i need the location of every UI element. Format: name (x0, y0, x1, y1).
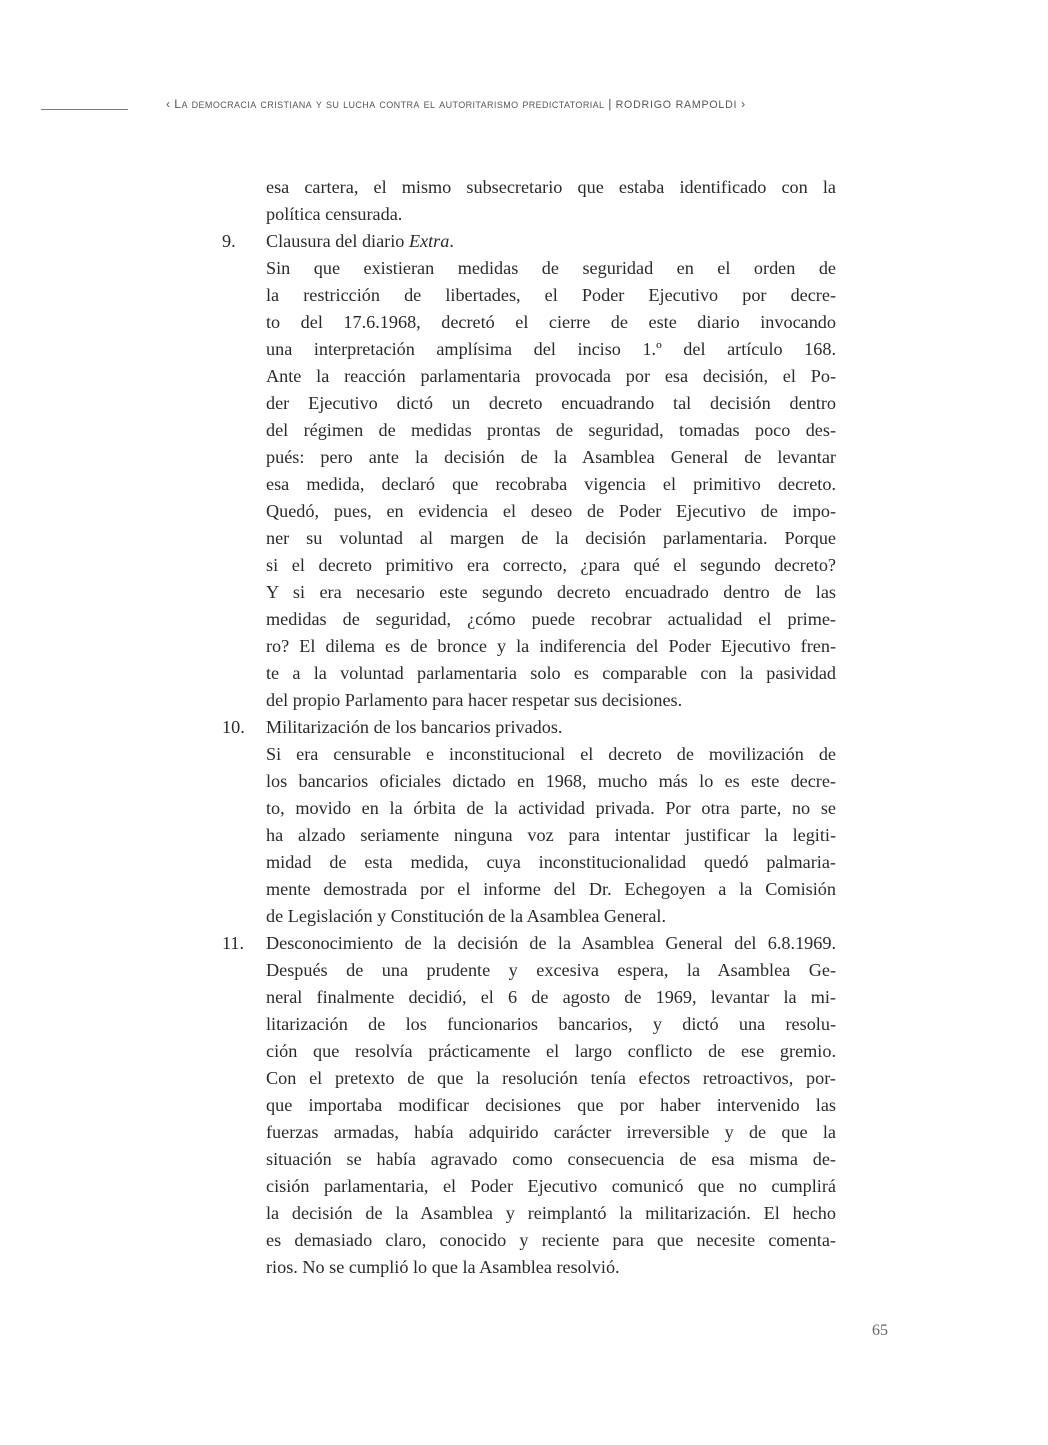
item-number: 9. (222, 231, 236, 251)
item-heading-period: . (449, 231, 454, 251)
list-item-9 (222, 228, 836, 714)
text-line: ha alzado seriamente ninguna voz para intentar justificar la legiti- (266, 825, 836, 845)
text-line: midad de esta medida, cuya inconstitucionalidad quedó palmaria- (266, 852, 836, 872)
text-line: los bancarios oficiales dictado en 1968, mucho más lo es este decre- (266, 771, 836, 791)
item-number: 10. (222, 717, 245, 737)
text-line: fuerzas armadas, había adquirido carácter irreversible y de que la (266, 1122, 836, 1142)
text-line: esa cartera, el mismo subsecretario que estaba identificado con la (266, 177, 836, 197)
text-line: una interpretación amplísima del inciso 1.º del artículo 168. (266, 339, 836, 359)
running-header (166, 97, 846, 111)
text-line: que importaba modificar decisiones que por haber intervenido las (266, 1095, 836, 1115)
body-text (222, 174, 836, 1281)
page-number: 65 (872, 1322, 888, 1339)
text-line: del régimen de medidas prontas de seguridad, tomadas poco des- (266, 420, 836, 440)
header-separator: | (608, 97, 612, 111)
text-line: Quedó, pues, en evidencia el deseo de Poder Ejecutivo de impo- (266, 501, 836, 521)
text-line: si el decreto primitivo era correcto, ¿para qué el segundo decreto? (266, 555, 836, 575)
text-line: to, movido en la órbita de la actividad privada. Por otra parte, no se (266, 798, 836, 818)
text-line: Con el pretexto de que la resolución tenía efectos retroactivos, por- (266, 1068, 836, 1088)
text-line: ción que resolvía prácticamente el largo conflicto de ese gremio. (266, 1041, 836, 1061)
text-line: medidas de seguridad, ¿cómo puede recobrar actualidad el prime- (266, 609, 836, 629)
item-heading: Militarización de los bancarios privados. (266, 717, 563, 737)
list-item-11 (222, 930, 836, 1281)
text-line: del propio Parlamento para hacer respetar sus decisiones. (266, 690, 683, 710)
list-item-10 (222, 714, 836, 930)
text-line: Si era censurable e inconstitucional el decreto de movilización de (266, 744, 836, 764)
text-line: la restricción de libertades, el Poder Ejecutivo por decre- (266, 285, 836, 305)
text-line: cisión parlamentaria, el Poder Ejecutivo comunicó que no cumplirá (266, 1176, 836, 1196)
text-line: te a la voluntad parlamentaria solo es comparable con la pasividad (266, 663, 836, 683)
text-line: mente demostrada por el informe del Dr. Echegoyen a la Comisión (266, 879, 836, 899)
text-line: la decisión de la Asamblea y reimplantó la militarización. El hecho (266, 1203, 836, 1223)
text-line: Sin que existieran medidas de seguridad en el orden de (266, 258, 836, 278)
text-line: Después de una prudente y excesiva espera, la Asamblea Ge- (266, 960, 836, 980)
text-line: ro? El dilema es de bronce y la indiferencia del Poder Ejecutivo fren- (266, 636, 836, 656)
header-open-mark: ‹ (166, 97, 171, 111)
header-title: La democracia cristiana y su lucha contra el autoritarismo predictatorial (174, 97, 605, 111)
item-heading-emphasis: Extra (408, 231, 450, 251)
item-heading (266, 228, 836, 255)
text-line: es demasiado claro, conocido y reciente para que necesite comenta- (266, 1230, 836, 1250)
text-line: Y si era necesario este segundo decreto encuadrado dentro de las (266, 582, 836, 602)
header-rule (41, 109, 128, 110)
text-line: ner su voluntad al margen de la decisión parlamentaria. Porque (266, 528, 836, 548)
text-line: esa medida, declaró que recobraba vigencia el primitivo decreto. (266, 474, 836, 494)
text-line: de Legislación y Constitución de la Asamblea General. (266, 906, 667, 926)
text-line: neral finalmente decidió, el 6 de agosto de 1969, levantar la mi- (266, 987, 836, 1007)
item-number: 11. (222, 933, 245, 953)
text-line: to del 17.6.1968, decretó el cierre de este diario invocando (266, 312, 836, 332)
header-author: RODRIGO RAMPOLDI (615, 99, 738, 111)
item-heading-text: Clausura del diario (266, 231, 409, 251)
header-close-mark: › (741, 97, 746, 111)
text-line: política censurada. (266, 204, 403, 224)
text-line: situación se había agravado como consecuencia de esa misma de- (266, 1149, 836, 1169)
text-line: litarización de los funcionarios bancarios, y dictó una resolu- (266, 1014, 836, 1034)
item-heading: Desconocimiento de la decisión de la Asamblea General del 6.8.1969. (266, 933, 836, 953)
text-line: pués: pero ante la decisión de la Asamblea General de levantar (266, 447, 836, 467)
text-line: Ante la reacción parlamentaria provocada por esa decisión, el Po- (266, 366, 836, 386)
text-line: der Ejecutivo dictó un decreto encuadrando tal decisión dentro (266, 393, 836, 413)
intro-paragraph (266, 174, 836, 228)
text-line: rios. No se cumplió lo que la Asamblea resolvió. (266, 1257, 620, 1277)
